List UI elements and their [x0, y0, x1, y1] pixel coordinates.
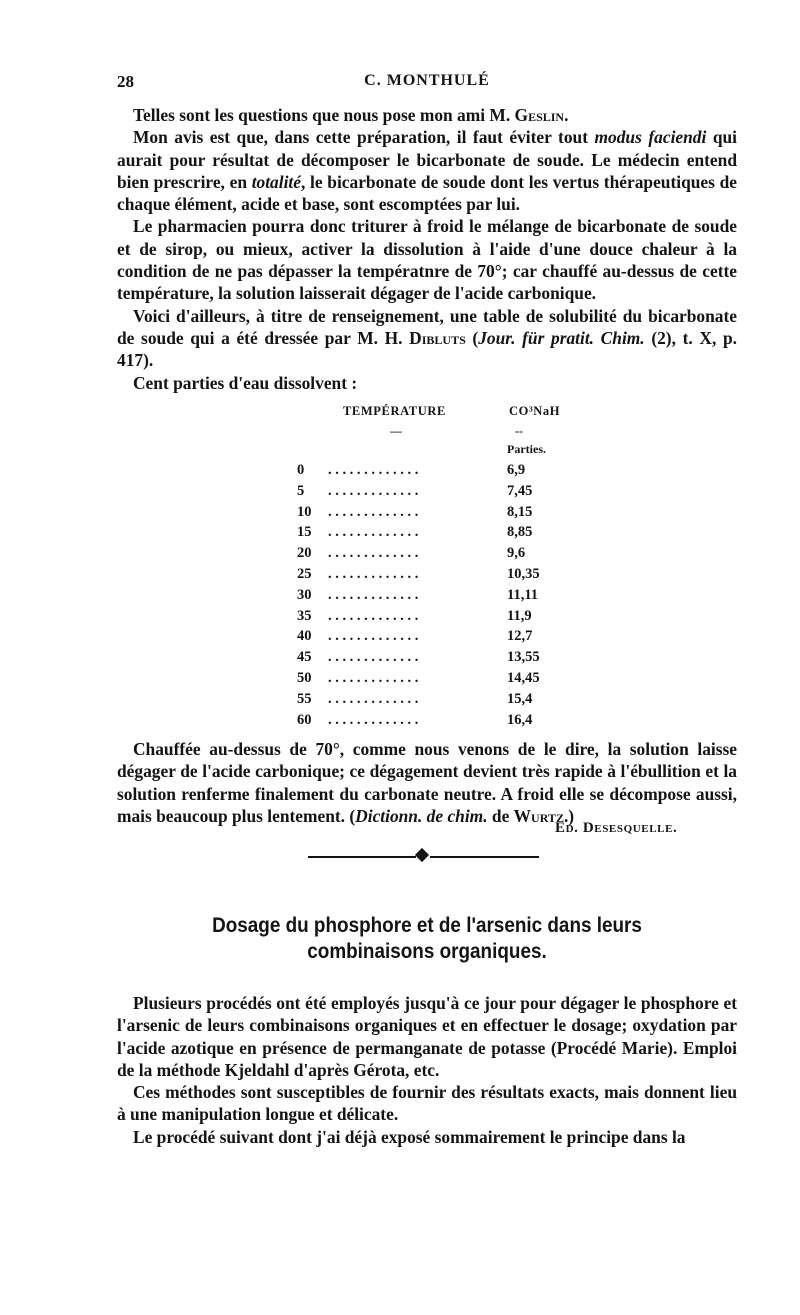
header-dash: -- [515, 424, 523, 438]
temperature-cell: 40 [297, 628, 312, 645]
dot-leader: ............. [328, 669, 422, 686]
table-row [280, 606, 570, 627]
table-row [280, 460, 570, 481]
column-header-compound: CO³NaH [509, 404, 561, 418]
temperature-cell: 35 [297, 607, 312, 624]
page-number: 28 [117, 72, 134, 91]
table-row [280, 481, 570, 502]
table-header [280, 404, 570, 424]
article-text [117, 992, 737, 1148]
author-name: Geslin [514, 105, 565, 125]
dot-leader: ............. [328, 482, 422, 499]
solubility-table [280, 404, 570, 730]
solubility-cell: 6,9 [507, 462, 526, 478]
table-body [280, 460, 570, 730]
section-title-line: Dosage du phosphore et de l'arsenic dans leurs [212, 914, 642, 937]
solubility-cell: 13,55 [507, 649, 540, 666]
solubility-cell: 16,4 [507, 711, 533, 728]
table-row [280, 502, 570, 523]
paragraph: Plusieurs procédés ont été employés jusqu'à ce jour pour dégager le phosphore et l'arsenic de leurs combinaisons organiques et en effectuer le dosage; oxydation par l'acide azotique en présence de permanganate de potasse (Procédé Marie). Emploi de la méthode Kjeldahl d'après Gérota, etc. [117, 993, 737, 1080]
italic-term: totalité [251, 171, 301, 192]
paragraph: Telles sont les questions que nous pose mon ami M. Geslin. [133, 105, 569, 125]
dot-leader: ............. [328, 565, 422, 582]
temperature-cell: 55 [297, 690, 312, 707]
solubility-cell: 11,11 [507, 586, 539, 603]
section-divider [308, 847, 539, 867]
temperature-cell: 10 [297, 503, 312, 520]
column-header-temperature: TEMPÉRATURE [343, 404, 446, 418]
temperature-cell: 60 [297, 711, 312, 728]
dot-leader: ............. [328, 628, 422, 645]
temperature-cell: 30 [297, 586, 312, 603]
conclusion-text [117, 738, 737, 827]
dot-leader: ............. [328, 607, 422, 624]
paragraph: Mon avis est que, dans cette préparation, il faut éviter tout modus faciendi qui aurait pour résultat de décomposer le bicarbonate de soude. Le médecin entend bien prescrire, en totalité, le bicarbonate de soude dont les vertus thérapeutiques de chaque élément, acide et base, sont escomptées par lui. [117, 127, 738, 215]
dot-leader: ............. [328, 524, 422, 541]
author-signature: Ed. Desesquelle. [555, 820, 678, 836]
header-rules [280, 424, 570, 440]
dot-leader: ............. [328, 586, 422, 603]
solubility-cell: 15,4 [507, 690, 533, 707]
dot-leader: ............. [328, 503, 422, 520]
diamond-icon [415, 848, 429, 862]
dot-leader: ............. [328, 649, 422, 666]
section-title [148, 913, 706, 965]
section-title-line: combinaisons organiques. [307, 940, 547, 963]
table-row [280, 585, 570, 606]
paragraph: Cent parties d'eau dissolvent : [133, 372, 358, 393]
unit-label-row [280, 440, 570, 460]
reference-citation: Dictionn. de chim. [355, 805, 488, 826]
header-dash: — [390, 424, 402, 438]
table-row [280, 689, 570, 710]
temperature-cell: 15 [297, 524, 312, 541]
paragraph: Voici d'ailleurs, à titre de renseignement, une table de solubilité du bicarbonate de soude qui a été dressée par M. H. Dibluts (Jour. für pratit. Chim. (2), t. X, p. 417). [117, 305, 737, 371]
table-row [280, 543, 570, 564]
italic-term: modus faciendi [594, 127, 707, 148]
author-name: Dibluts [409, 327, 466, 348]
solubility-cell: 7,45 [507, 482, 533, 499]
solubility-cell: 8,15 [507, 503, 533, 520]
paragraph: Le procédé suivant dont j'ai déjà exposé sommairement le principe dans la [133, 1126, 686, 1147]
solubility-cell: 10,35 [507, 565, 540, 582]
temperature-cell: 25 [297, 565, 312, 582]
divider-line [308, 856, 416, 858]
paragraph: Chauffée au-dessus de 70°, comme nous venons de le dire, la solution laisse dégager de l'acide carbonique; ce dégagement devient très rapide à l'ébullition et la solution renferme finalement du carbonate neutre. A froid elle se décompose aussi, mais beaucoup plus lentement. (Dictionn. de chim. de Wurtz.) [117, 739, 737, 826]
temperature-cell: 5 [297, 482, 305, 499]
dot-leader: ............. [328, 711, 422, 728]
solubility-cell: 8,85 [507, 524, 533, 541]
solubility-cell: 9,6 [507, 545, 526, 562]
intro-text [117, 104, 737, 394]
table-row [280, 647, 570, 668]
table-row [280, 522, 570, 543]
paragraph: Le pharmacien pourra donc triturer à froid le mélange de bicarbonate de soude et de sirop, ou mieux, activer la dissolution à l'aide d'une douce chaleur à la condition de ne pas dépasser la températnre de 70°; car chauffé au-dessus de cette température, la solution laisserait dégager de l'acide carbonique. [117, 216, 737, 304]
dot-leader: ............. [328, 545, 422, 562]
unit-label: Parties. [507, 442, 546, 456]
table-row [280, 668, 570, 689]
dot-leader: ............. [328, 462, 422, 478]
running-head: C. MONTHULÉ [364, 72, 490, 89]
solubility-cell: 12,7 [507, 628, 533, 645]
journal-citation: Jour. für pratit. Chim. [478, 327, 645, 348]
author-name: Wurtz [513, 805, 564, 826]
solubility-cell: 14,45 [507, 669, 540, 686]
table-row [280, 710, 570, 731]
temperature-cell: 20 [297, 545, 312, 562]
temperature-cell: 0 [297, 462, 305, 478]
divider-line [430, 856, 539, 858]
table-row [280, 564, 570, 585]
temperature-cell: 50 [297, 669, 312, 686]
paragraph: Ces méthodes sont susceptibles de fournir des résultats exacts, mais donnent lieu à une manipulation longue et délicate. [117, 1082, 737, 1125]
table-row [280, 626, 570, 647]
temperature-cell: 45 [297, 649, 312, 666]
solubility-cell: 11,9 [507, 607, 532, 624]
dot-leader: ............. [328, 690, 422, 707]
page-header [117, 72, 737, 96]
